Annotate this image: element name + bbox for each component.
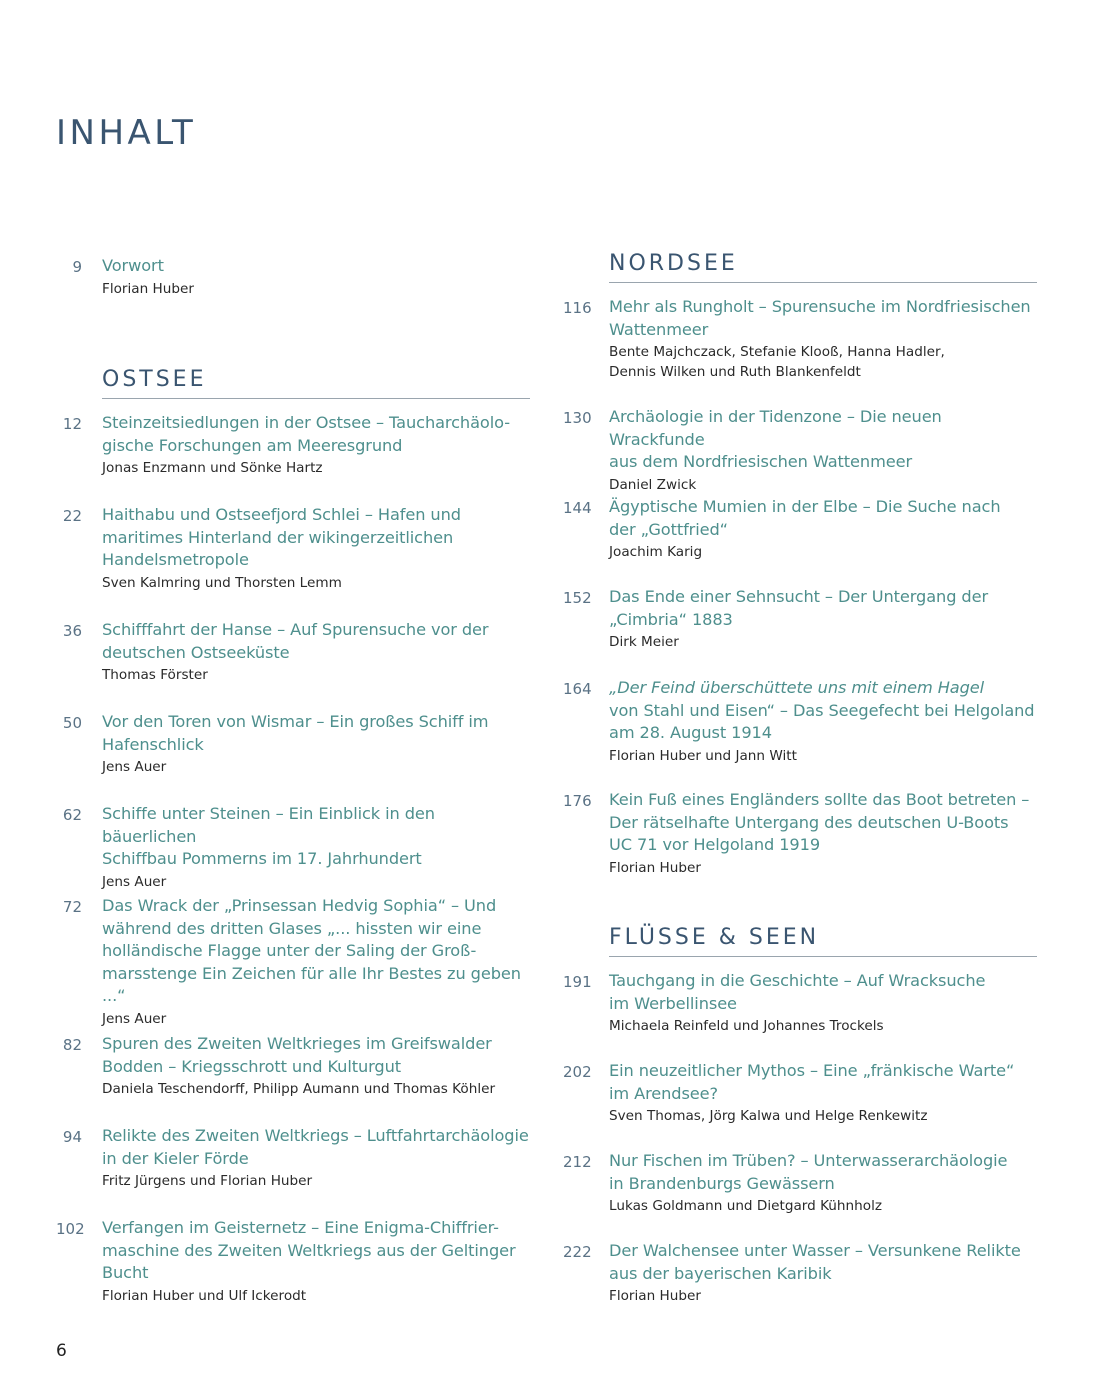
title-line: während des dritten Glases „... hissten wir eine	[102, 918, 482, 938]
entry-title	[609, 296, 1041, 341]
toc-entry[interactable]	[563, 1240, 1043, 1306]
page-number: 152	[563, 589, 592, 607]
entry-title	[609, 970, 1041, 1015]
title-line: holländische Flagge unter der Saling der Groß-	[102, 941, 477, 960]
page-number: 164	[563, 680, 592, 698]
title-line: Hafenschlick	[102, 734, 204, 754]
entry-authors: Fritz Jürgens und Florian Huber	[102, 1173, 313, 1189]
entry-authors: Florian Huber und Ulf Ickerodt	[102, 1287, 307, 1304]
entry-title	[102, 504, 534, 572]
entry-authors: Thomas Förster	[102, 667, 208, 683]
title-line: im Arendsee?	[609, 1083, 719, 1103]
title-line: im Werbellinsee	[609, 993, 737, 1013]
toc-entry[interactable]	[56, 412, 536, 478]
page-number: 212	[563, 1153, 592, 1171]
title-line: in der Kieler Förde	[102, 1148, 249, 1168]
title-line: Schiffbau Pommerns im 17. Jahrhundert	[102, 849, 422, 868]
toc-entry[interactable]	[563, 677, 1043, 766]
title-line: UC 71 vor Helgoland 1919	[609, 835, 821, 854]
title-line: Spuren des Zweiten Weltkrieges im Greifswalder	[102, 1034, 492, 1053]
entry-title	[609, 677, 1041, 745]
toc-entry[interactable]	[563, 789, 1043, 878]
title-line: Haithabu und Ostseefjord Schlei – Hafen und	[102, 505, 461, 524]
entry-authors: Florian Huber und Jann Witt	[609, 747, 797, 764]
entry-authors: Jonas Enzmann und Sönke Hartz	[102, 460, 323, 476]
author-line: Bente Majchczack, Stefanie Klooß, Hanna Hadler,	[609, 344, 945, 360]
title-line: aus dem Nordfriesischen Wattenmeer	[609, 452, 913, 471]
title-line: Steinzeitsiedlungen in der Ostsee – Taucharchäolo-	[102, 413, 510, 432]
toc-entry[interactable]	[563, 296, 1043, 382]
entry-authors: Jens Auer	[102, 1010, 167, 1027]
toc-entry[interactable]	[56, 1217, 536, 1306]
toc-entry[interactable]	[56, 895, 536, 1029]
entry-authors: Joachim Karig	[609, 544, 703, 560]
section-heading-nordsee: NORDSEE	[609, 251, 1037, 283]
entry-title	[102, 1033, 534, 1078]
title-line: Mehr als Rungholt – Spurensuche im Nordfriesischen	[609, 297, 1031, 316]
entry-authors: Lukas Goldmann und Dietgard Kühnholz	[609, 1198, 883, 1214]
entry-authors: Jens Auer	[102, 759, 167, 775]
entry-title	[102, 711, 534, 756]
entry-title	[102, 619, 534, 664]
toc-entry[interactable]	[56, 1125, 536, 1191]
page-number: 191	[563, 973, 592, 991]
title-line: Der rätselhafte Untergang des deutschen U-Boots	[609, 812, 1009, 832]
entry-title	[102, 803, 534, 871]
page-number: 102	[56, 1220, 85, 1238]
entry-title	[102, 412, 534, 457]
title-line: Wattenmeer	[609, 319, 709, 339]
entry-authors: Florian Huber	[609, 859, 701, 876]
title-line: Bodden – Kriegsschrott und Kulturgut	[102, 1056, 401, 1076]
title-line: in Brandenburgs Gewässern	[609, 1173, 835, 1193]
entry-title	[102, 1125, 534, 1170]
entry-authors: Daniel Zwick	[609, 476, 697, 493]
page-title: INHALT	[56, 113, 197, 153]
entry-authors	[609, 342, 1041, 382]
entry-authors: Florian Huber	[102, 280, 194, 297]
section-heading-fluesse-seen: FLÜSSE & SEEN	[609, 925, 1037, 957]
page-number: 22	[62, 507, 82, 525]
toc-entry[interactable]	[563, 1150, 1043, 1216]
title-line: der „Gottfried“	[609, 519, 728, 539]
title-line: Ein neuzeitlicher Mythos – Eine „fränkische Warte“	[609, 1061, 1015, 1080]
entry-title	[609, 1150, 1041, 1195]
page-folio: 6	[56, 1341, 67, 1361]
page-number: 62	[62, 806, 82, 824]
title-line: gische Forschungen am Meeresgrund	[102, 435, 403, 455]
title-line: „Der Feind überschüttete uns mit einem Hagel	[609, 678, 985, 697]
toc-entry[interactable]	[56, 504, 536, 593]
page-number: 222	[563, 1243, 592, 1261]
title-line: maschine des Zweiten Weltkriegs aus der Geltinger	[102, 1240, 516, 1260]
title-line: am 28. August 1914	[609, 723, 772, 742]
entry-authors: Daniela Teschendorff, Philipp Aumann und Thomas Köhler	[102, 1081, 496, 1097]
entry-title	[102, 1217, 534, 1285]
entry-title: Vorwort	[102, 256, 164, 275]
page-number: 144	[563, 499, 592, 517]
title-line: Ägyptische Mumien in der Elbe – Die Suche nach	[609, 497, 1001, 516]
page-number: 36	[62, 622, 82, 640]
entry-title	[609, 586, 1041, 631]
entry-authors: Sven Thomas, Jörg Kalwa und Helge Renkewitz	[609, 1108, 928, 1124]
toc-entry[interactable]	[56, 1033, 536, 1099]
toc-entry[interactable]	[563, 586, 1043, 652]
title-line: Archäologie in der Tidenzone – Die neuen Wrackfunde	[609, 407, 942, 449]
entry-title	[609, 496, 1041, 541]
toc-entry[interactable]	[56, 711, 536, 777]
page-number: 82	[62, 1036, 82, 1054]
title-line: Schiffe unter Steinen – Ein Einblick in den bäuerlichen	[102, 804, 435, 846]
entry-authors: Sven Kalmring und Thorsten Lemm	[102, 574, 342, 591]
entry-title	[609, 1060, 1041, 1105]
page-number: 72	[62, 898, 82, 916]
title-line: Vor den Toren von Wismar – Ein großes Schiff im	[102, 712, 489, 731]
title-line: Handelsmetropole	[102, 550, 249, 569]
toc-entry[interactable]	[563, 406, 1043, 495]
page-number: 50	[62, 714, 82, 732]
entry-authors: Dirk Meier	[609, 634, 679, 650]
title-line: Bucht	[102, 1263, 149, 1282]
toc-entry[interactable]	[56, 619, 536, 685]
entry-authors: Florian Huber	[609, 1288, 701, 1304]
title-line: von Stahl und Eisen“ – Das Seegefecht bei Helgoland	[609, 700, 1035, 720]
toc-entry[interactable]	[563, 496, 1043, 562]
toc-entry[interactable]	[563, 970, 1043, 1036]
section-heading-ostsee: OSTSEE	[102, 367, 530, 399]
title-line: Nur Fischen im Trüben? – Unterwasserarchäologie	[609, 1151, 1008, 1170]
title-line: Kein Fuß eines Engländers sollte das Boot betreten –	[609, 790, 1030, 809]
page-number: 94	[62, 1128, 82, 1146]
entry-authors: Michaela Reinfeld und Johannes Trockels	[609, 1018, 884, 1034]
page-number: 12	[62, 415, 82, 433]
page-number: 202	[563, 1063, 592, 1081]
toc-entry[interactable]	[56, 803, 536, 892]
entry-title	[609, 789, 1041, 857]
title-line: maritimes Hinterland der wikingerzeitlichen	[102, 527, 454, 547]
entry-authors: Jens Auer	[102, 873, 167, 890]
title-line: Das Ende einer Sehnsucht – Der Untergang der	[609, 587, 989, 606]
title-line: deutschen Ostseeküste	[102, 642, 290, 662]
title-line: marsstenge Ein Zeichen für alle Ihr Bestes zu geben ...“	[102, 963, 521, 1005]
toc-entry-vorwort[interactable]	[56, 255, 536, 299]
entry-title	[609, 406, 1041, 474]
author-line: Dennis Wilken und Ruth Blankenfeldt	[609, 364, 861, 380]
title-line: „Cimbria“ 1883	[609, 609, 733, 629]
page-number: 176	[563, 792, 592, 810]
page-number: 116	[563, 299, 592, 317]
title-line: aus der bayerischen Karibik	[609, 1263, 832, 1283]
title-line: Schifffahrt der Hanse – Auf Spurensuche vor der	[102, 620, 489, 639]
entry-title	[609, 1240, 1041, 1285]
entry-title	[102, 895, 534, 1008]
toc-entry[interactable]	[563, 1060, 1043, 1126]
title-line: Tauchgang in die Geschichte – Auf Wracksuche	[609, 971, 986, 990]
page-number: 130	[563, 409, 592, 427]
title-line: Verfangen im Geisternetz – Eine Enigma-Chiffrier-	[102, 1218, 499, 1237]
page-number: 9	[72, 258, 82, 276]
title-line: Der Walchensee unter Wasser – Versunkene Relikte	[609, 1241, 1021, 1260]
title-line: Relikte des Zweiten Weltkriegs – Luftfahrtarchäologie	[102, 1126, 529, 1145]
title-line: Das Wrack der „Prinsessan Hedvig Sophia“ – Und	[102, 896, 497, 915]
